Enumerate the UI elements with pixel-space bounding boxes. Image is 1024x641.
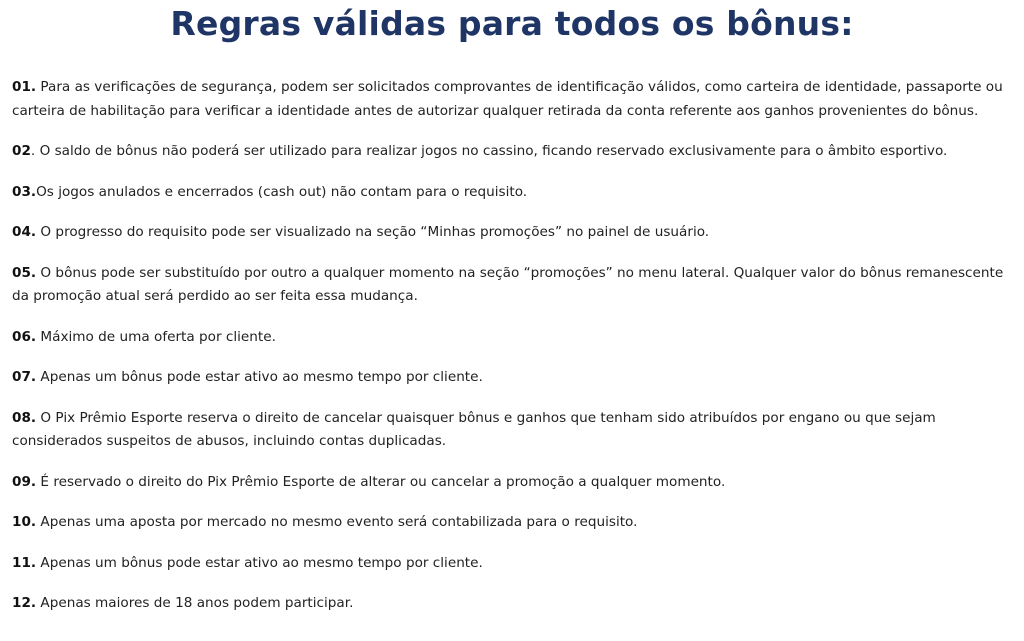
rule-number: 08.: [12, 409, 37, 426]
rule-number: 01.: [12, 79, 37, 95]
rule-number: 02: [12, 143, 31, 159]
rule-text: Apenas um bônus pode estar ativo ao mesmo tempo por cliente.: [36, 554, 483, 571]
rule-text: O Pix Prêmio Esporte reserva o direito de cancelar quaisquer bônus e ganhos que tenham sido atribuídos por engano ou que sejam considerados suspeitos de abusos, incluindo contas duplicadas.: [12, 409, 936, 449]
page-title: Regras válidas para todos os bônus:: [170, 4, 854, 43]
rule-text: Apenas uma aposta por mercado no mesmo evento será contabilizada para o requisito.: [36, 514, 638, 530]
rules-list: [12, 76, 1012, 633]
rule-number: 04.: [12, 224, 37, 240]
rule-text: Apenas maiores de 18 anos podem participar.: [36, 595, 354, 611]
rule-item-11: [12, 552, 1012, 576]
rule-number: 12.: [12, 595, 37, 611]
rule-text: É reservado o direito do Pix Prêmio Esporte de alterar ou cancelar a promoção a qualquer momento.: [36, 473, 726, 490]
rule-item-02: [12, 140, 1012, 164]
rule-number: 06.: [12, 328, 37, 345]
rule-item-05: [12, 262, 1012, 309]
rule-number: 05.: [12, 264, 37, 281]
rule-text: O progresso do requisito pode ser visualizado na seção “Minhas promoções” no painel de usuário.: [36, 224, 710, 240]
rule-text: O bônus pode ser substituído por outro a qualquer momento na seção “promoções” no menu lateral. Qualquer valor do bônus remanescente da promoção atual será perdido ao ser feita essa mudança.: [12, 264, 1004, 304]
rule-text: Os jogos anulados e encerrados (cash out) não contam para o requisito.: [36, 183, 528, 200]
rule-number: 03.: [12, 183, 37, 200]
rule-number: 10.: [12, 514, 37, 530]
rule-text: Para as verificações de segurança, podem ser solicitados comprovantes de identificação válidos, como carteira de identidade, passaporte ou carteira de habilitação para verificar a identidade antes de autorizar qualquer retirada da conta referente aos ganhos provenientes do bônus.: [12, 79, 1003, 119]
rule-item-09: [12, 471, 1012, 495]
rule-item-06: [12, 326, 1012, 350]
rule-number: 09.: [12, 473, 37, 490]
rule-item-12: [12, 592, 1012, 616]
rule-item-08: [12, 407, 1012, 454]
rule-text: . O saldo de bônus não poderá ser utilizado para realizar jogos no cassino, ficando reservado exclusivamente para o âmbito esportivo.: [30, 143, 948, 159]
rule-item-10: [12, 511, 1012, 535]
rule-item-04: [12, 221, 1012, 245]
rule-number: 11.: [12, 554, 37, 571]
rule-item-03: [12, 181, 1012, 205]
rule-item-01: [12, 76, 1012, 123]
rule-item-07: [12, 366, 1012, 390]
rule-text: Máximo de uma oferta por cliente.: [36, 328, 276, 345]
rule-text: Apenas um bônus pode estar ativo ao mesmo tempo por cliente.: [36, 369, 483, 385]
rule-number: 07.: [12, 369, 37, 385]
